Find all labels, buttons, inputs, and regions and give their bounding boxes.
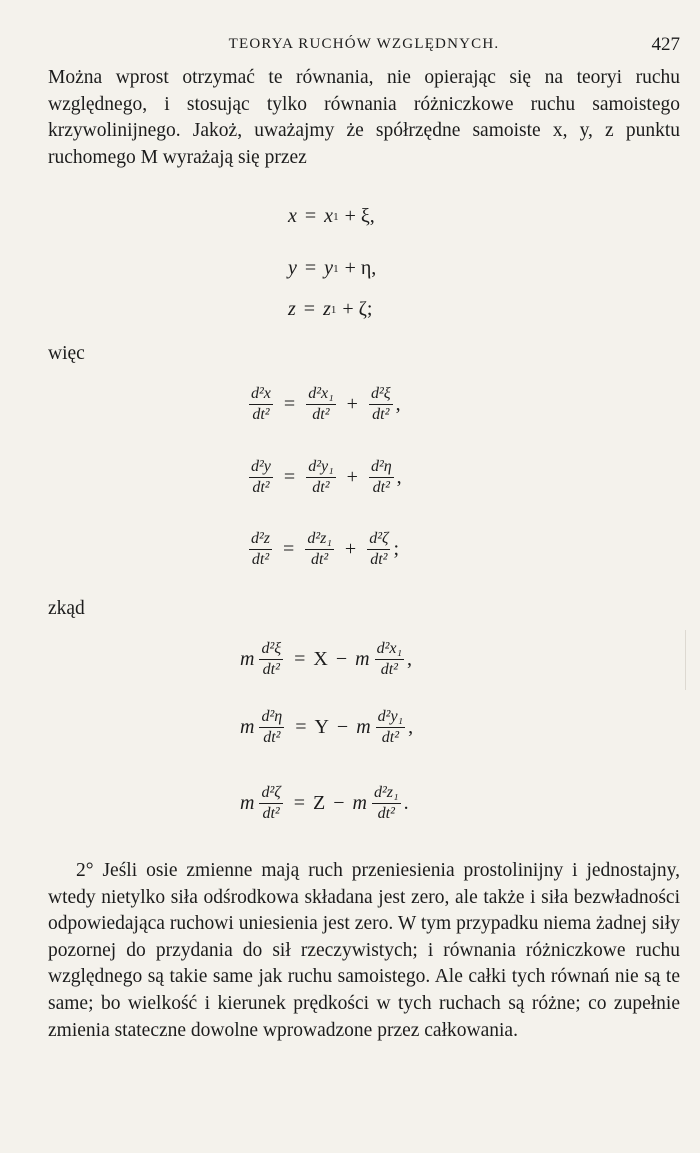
equation-x: x = x 1 + ξ, — [288, 205, 375, 227]
page-header — [48, 34, 680, 58]
equation-accel-z: $\frac{\text{d²z}}{\text{dt²}}$ = $\frac{\text{d²z₁}}{\text{dt²}}$ + $\frac{\text{d²ζ}}{\text{dt²}}$ ; — [251, 530, 400, 568]
word-wiec: więc — [48, 343, 85, 364]
equation-accel-x: $\frac{\text{d²x}}{\text{dt²}}$ = $\frac{\text{d²x₁}}{\text{dt²}}$ + $\frac{\text{d²ξ}}{\text{dt²}}$ , — [251, 385, 401, 423]
paragraph-uniform-motion: 2° Jeśli osie zmienne mają ruch przeniesienia prostolinijny i jednostajny, wtedy nietylko siła odśrodkowa składana jest zero, ale także i siła bezwładności odpowiedająca ruchowi uniesienia jest zero. W tym przypadku niema żadnej siły pozornej do przydania do sił rzeczywistych; i równania różniczkowe ruchu względnego są takie same jak ruchu samoistego. Ale całki tych równań nie są te same; bo wielkość i kierunek prędkości w tych ruchach są różne; co zupełnie zmienia stateczne dowolne wprowadzone przez całkowania. — [48, 860, 680, 1041]
equation-y: y = y 1 + η, — [288, 257, 377, 279]
bleed-through-mark — [667, 630, 686, 690]
paragraph-intro: Można wprost otrzymać te równania, nie opierając się na teoryi ruchu względnego, i stosując tylko równania różniczkowe ruchu samoistego krzywolinijnego. Jakoż, uważajmy że spółrzędne samoiste x, y, z punktu ruchomego M wyrażają się przez — [48, 67, 680, 168]
page-number: 427 — [651, 34, 680, 55]
equation-accel-y: $\frac{\text{d²y}}{\text{dt²}}$ = $\frac{\text{d²y₁}}{\text{dt²}}$ + $\frac{\text{d²η}}{\text{dt²}}$ , — [251, 458, 402, 496]
equation-z: z = z 1 + ζ; — [288, 298, 373, 320]
word-zkad: zkąd — [48, 598, 85, 619]
equation-force-y: m $\frac{\text{d²η}}{\text{dt²}}$ = Y − m $\frac{\text{d²y₁}}{\text{dt²}}$ , — [240, 708, 414, 746]
equation-force-z: m $\frac{\text{d²ζ}}{\text{dt²}}$ = Z − m $\frac{\text{d²z₁}}{\text{dt²}}$ . — [240, 784, 409, 822]
equation-force-x: m $\frac{\text{d²ξ}}{\text{dt²}}$ = X − m $\frac{\text{d²x₁}}{\text{dt²}}$ , — [240, 640, 413, 678]
running-head: TEORYA RUCHÓW WZGLĘDNYCH. — [228, 36, 500, 52]
